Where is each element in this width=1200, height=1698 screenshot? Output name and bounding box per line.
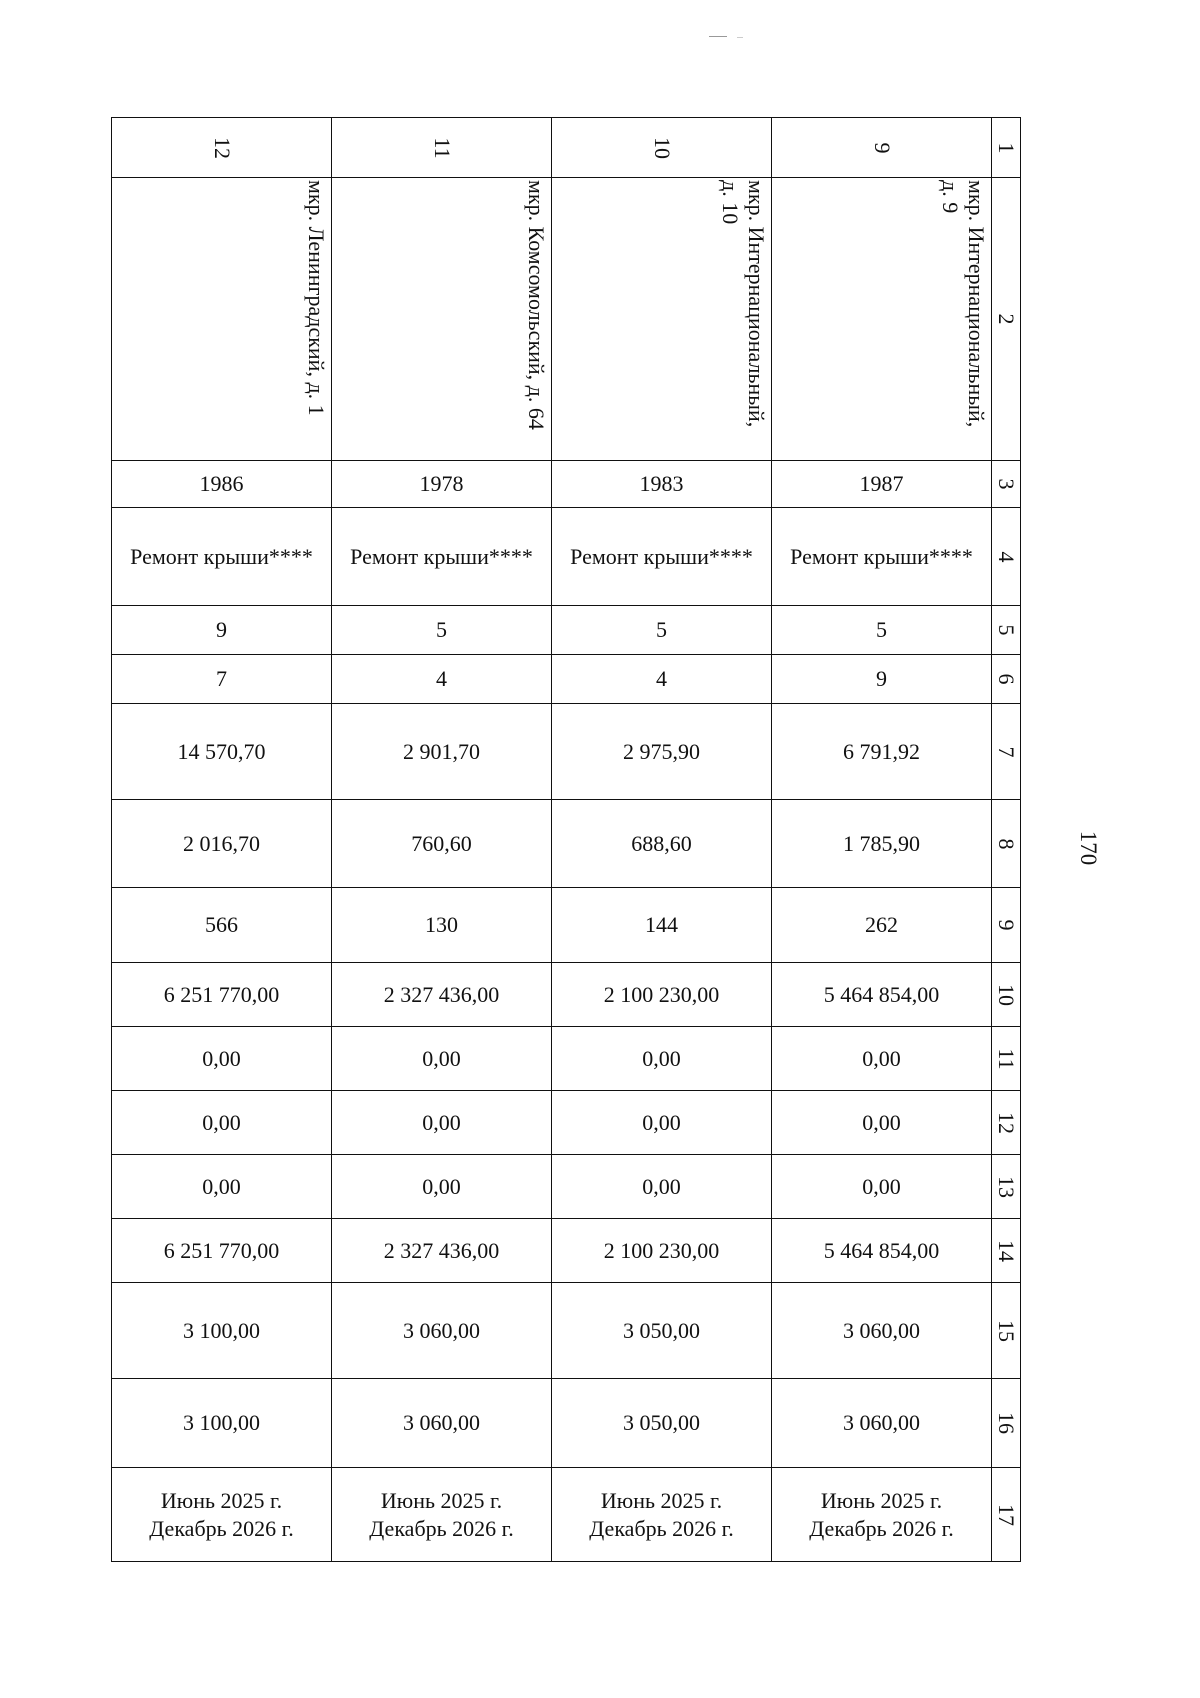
value-cell: 2 975,90 (552, 704, 772, 800)
value-cell: 3 100,00 (112, 1283, 332, 1379)
period-start: Июнь 2025 г. (600, 1487, 723, 1513)
column-number-cell: 12 (992, 1091, 1021, 1155)
value-cell: 5 (772, 606, 992, 655)
record-number-cell: 9 (772, 118, 992, 178)
value-cell: 0,00 (332, 1091, 552, 1155)
value-cell: 6 251 770,00 (112, 1219, 332, 1283)
column-number-cell: 3 (992, 461, 1021, 508)
period-end: Декабрь 2026 г. (369, 1515, 514, 1541)
row-col15 (112, 1283, 1021, 1379)
value-cell: 2 100 230,00 (552, 1219, 772, 1283)
value-cell: 0,00 (552, 1091, 772, 1155)
address-cell: мкр. Интернациональный, д. 9 (772, 178, 992, 461)
column-number-cell: 7 (992, 704, 1021, 800)
row-work-type (112, 508, 1021, 606)
work-type-cell: Ремонт крыши**** (552, 508, 772, 606)
row-col8 (112, 800, 1021, 888)
value-cell: 0,00 (552, 1027, 772, 1091)
value-cell: 760,60 (332, 800, 552, 888)
period-end: Декабрь 2026 г. (809, 1515, 954, 1541)
row-col12 (112, 1091, 1021, 1155)
value-cell: 2 901,70 (332, 704, 552, 800)
value-cell: 4 (552, 655, 772, 704)
period-cell (552, 1468, 772, 1562)
value-cell: 2 100 230,00 (552, 963, 772, 1027)
value-cell: 0,00 (772, 1155, 992, 1219)
period-start: Июнь 2025 г. (160, 1487, 283, 1513)
year-cell: 1983 (552, 461, 772, 508)
scan-artifact (709, 36, 727, 37)
period-cell (772, 1468, 992, 1562)
value-cell: 0,00 (112, 1155, 332, 1219)
row-col13 (112, 1155, 1021, 1219)
column-number-cell: 17 (992, 1468, 1021, 1562)
row-address (112, 178, 1021, 461)
address-cell: мкр. Интернациональный, д. 10 (552, 178, 772, 461)
value-cell: 3 050,00 (552, 1283, 772, 1379)
row-year (112, 461, 1021, 508)
record-number-cell: 11 (332, 118, 552, 178)
column-number-cell: 16 (992, 1379, 1021, 1468)
value-cell: 3 060,00 (332, 1283, 552, 1379)
column-number-cell: 2 (992, 178, 1021, 461)
value-cell: 3 060,00 (772, 1379, 992, 1468)
column-number-cell: 11 (992, 1027, 1021, 1091)
page-number: 170 (1076, 830, 1101, 866)
value-cell: 688,60 (552, 800, 772, 888)
value-cell: 0,00 (772, 1027, 992, 1091)
column-number-cell: 9 (992, 888, 1021, 963)
value-cell: 262 (772, 888, 992, 963)
value-cell: 144 (552, 888, 772, 963)
value-cell: 4 (332, 655, 552, 704)
value-cell: 6 251 770,00 (112, 963, 332, 1027)
value-cell: 0,00 (772, 1091, 992, 1155)
address-cell: мкр. Комсомольский, д. 64 (332, 178, 552, 461)
value-cell: 2 327 436,00 (332, 1219, 552, 1283)
value-cell: 0,00 (332, 1155, 552, 1219)
year-cell: 1986 (112, 461, 332, 508)
value-cell: 0,00 (112, 1091, 332, 1155)
work-type-cell: Ремонт крыши**** (332, 508, 552, 606)
column-number-cell: 14 (992, 1219, 1021, 1283)
column-number-cell: 1 (992, 118, 1021, 178)
value-cell: 3 050,00 (552, 1379, 772, 1468)
value-cell: 130 (332, 888, 552, 963)
row-col11 (112, 1027, 1021, 1091)
value-cell: 5 464 854,00 (772, 963, 992, 1027)
row-col14 (112, 1219, 1021, 1283)
value-cell: 6 791,92 (772, 704, 992, 800)
column-number-cell: 10 (992, 963, 1021, 1027)
row-col9 (112, 888, 1021, 963)
row-col16 (112, 1379, 1021, 1468)
value-cell: 9 (112, 606, 332, 655)
column-number-cell: 13 (992, 1155, 1021, 1219)
column-number-cell: 8 (992, 800, 1021, 888)
work-type-cell: Ремонт крыши**** (772, 508, 992, 606)
value-cell: 2 016,70 (112, 800, 332, 888)
year-cell: 1978 (332, 461, 552, 508)
value-cell: 5 464 854,00 (772, 1219, 992, 1283)
row-col6 (112, 655, 1021, 704)
column-number-cell: 15 (992, 1283, 1021, 1379)
address-cell: мкр. Ленинградский, д. 1 (112, 178, 332, 461)
value-cell: 2 327 436,00 (332, 963, 552, 1027)
value-cell: 1 785,90 (772, 800, 992, 888)
year-cell: 1987 (772, 461, 992, 508)
value-cell: 3 060,00 (772, 1283, 992, 1379)
value-cell: 0,00 (332, 1027, 552, 1091)
value-cell: 14 570,70 (112, 704, 332, 800)
value-cell: 7 (112, 655, 332, 704)
period-start: Июнь 2025 г. (380, 1487, 503, 1513)
row-col7 (112, 704, 1021, 800)
record-number-cell: 10 (552, 118, 772, 178)
column-number-cell: 5 (992, 606, 1021, 655)
value-cell: 0,00 (112, 1027, 332, 1091)
period-end: Декабрь 2026 г. (149, 1515, 294, 1541)
row-period (112, 1468, 1021, 1562)
value-cell: 566 (112, 888, 332, 963)
value-cell: 9 (772, 655, 992, 704)
period-start: Июнь 2025 г. (820, 1487, 943, 1513)
value-cell: 3 060,00 (332, 1379, 552, 1468)
repair-schedule-table (111, 117, 1021, 1562)
value-cell: 3 100,00 (112, 1379, 332, 1468)
record-number-cell: 12 (112, 118, 332, 178)
period-end: Декабрь 2026 г. (589, 1515, 734, 1541)
value-cell: 0,00 (552, 1155, 772, 1219)
row-col5 (112, 606, 1021, 655)
column-number-cell: 4 (992, 508, 1021, 606)
scan-artifact (737, 37, 743, 38)
column-number-cell: 6 (992, 655, 1021, 704)
period-cell (332, 1468, 552, 1562)
value-cell: 5 (552, 606, 772, 655)
row-record-number (112, 118, 1021, 178)
period-cell (112, 1468, 332, 1562)
work-type-cell: Ремонт крыши**** (112, 508, 332, 606)
value-cell: 5 (332, 606, 552, 655)
row-col10 (112, 963, 1021, 1027)
